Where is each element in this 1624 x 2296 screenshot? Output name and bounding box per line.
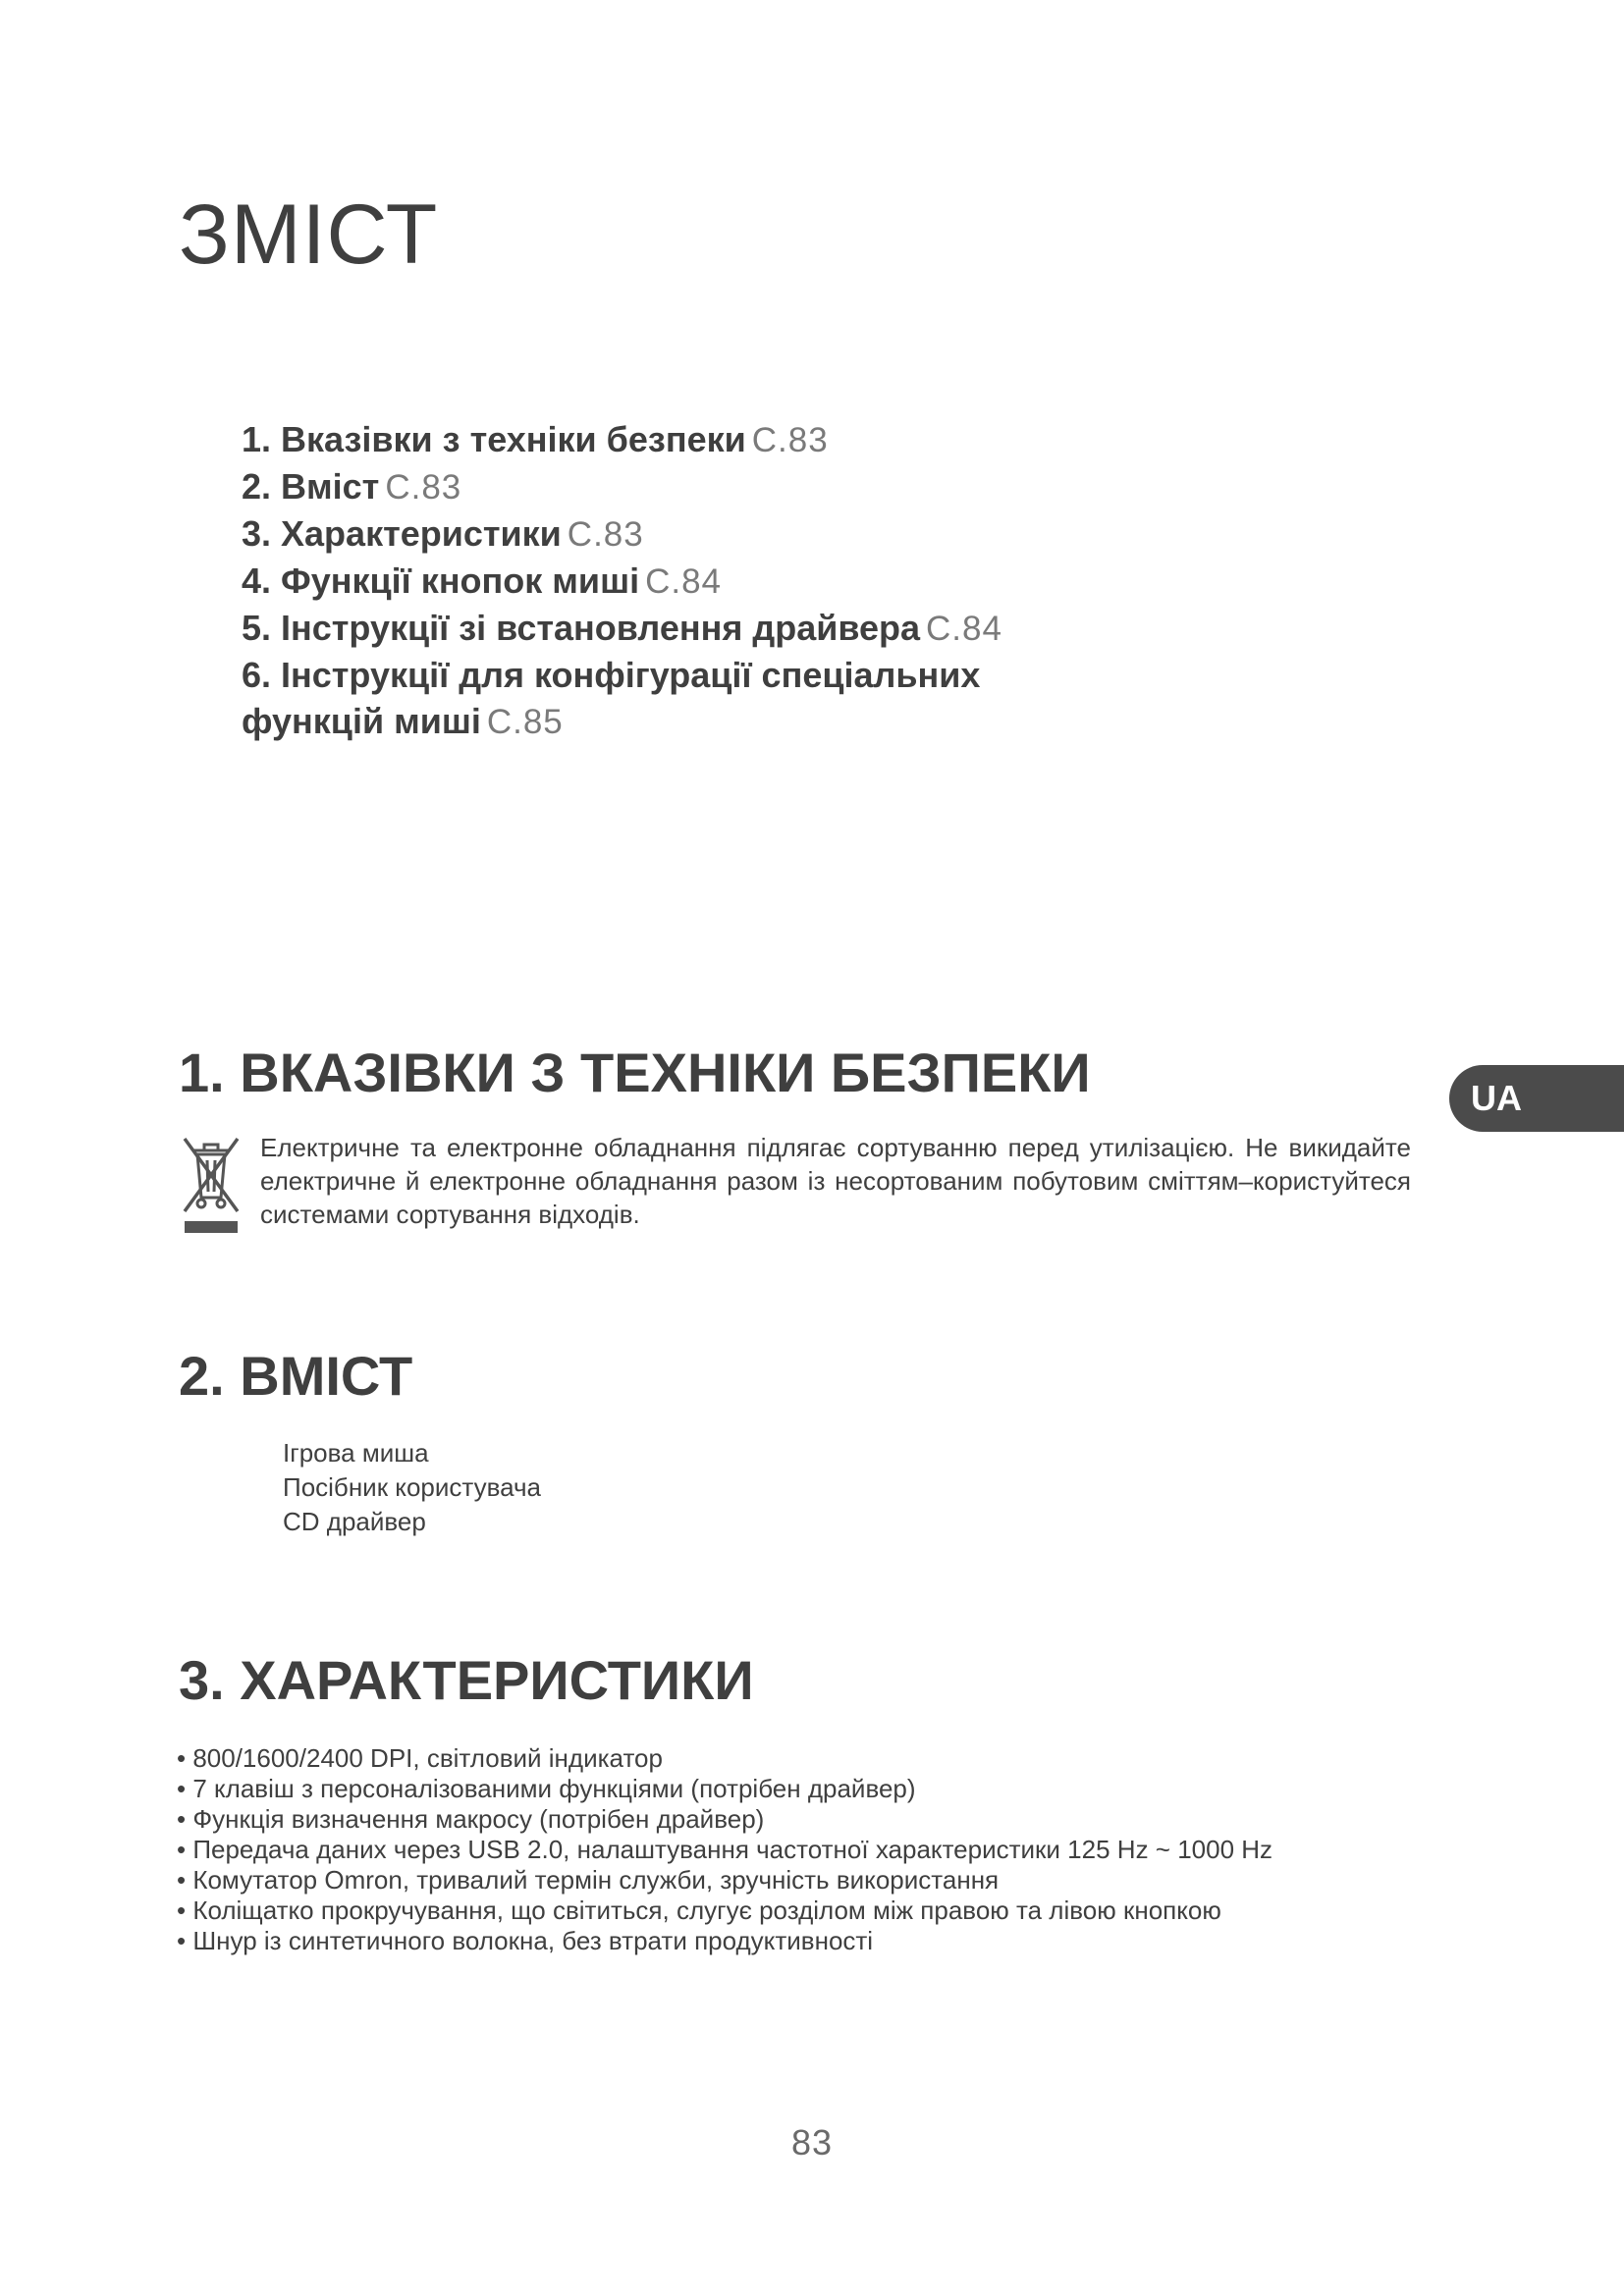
toc-item-label: 5. Інструкції зі встановлення драйвера	[242, 608, 921, 648]
contents-heading: 2. ВМІСТ	[179, 1345, 413, 1407]
list-item: • 7 клавіш з персоналізованими функціями (потрібен драйвер)	[177, 1774, 1272, 1804]
toc-item-page: С.84	[645, 562, 723, 601]
page-number: 83	[790, 2122, 834, 2163]
list-item: CD драйвер	[283, 1507, 426, 1536]
toc-item[interactable]	[242, 558, 1125, 605]
list-item: • 800/1600/2400 DPI, світловий індикатор	[177, 1743, 1272, 1774]
language-tab: UA	[1449, 1065, 1624, 1132]
toc-item-label-cont: функцій миші	[242, 701, 481, 741]
list-item: • Шнур із синтетичного волокна, без втрати продуктивності	[177, 1926, 1272, 1956]
list-item: Ігрова миша	[283, 1438, 429, 1468]
toc-item-page: С.83	[751, 421, 829, 459]
toc-item-label: 1. Вказівки з техніки безпеки	[242, 419, 746, 459]
features-heading: 3. ХАРАКТЕРИСТИКИ	[179, 1649, 754, 1711]
list-item: • Комутатор Omron, тривалий термін служби, зручність використання	[177, 1865, 1272, 1896]
toc-item[interactable]	[242, 416, 1125, 463]
features-list	[177, 1743, 1272, 1956]
toc-item-page: С.83	[567, 515, 644, 554]
contents-list	[283, 1436, 541, 1539]
toc-item-label: 3. Характеристики	[242, 513, 562, 554]
toc-item[interactable]	[242, 463, 1125, 510]
safety-heading: 1. ВКАЗІВКИ З ТЕХНІКИ БЕЗПЕКИ	[179, 1041, 1091, 1103]
toc-item[interactable]	[242, 605, 1125, 652]
weee-crossed-bin-icon	[181, 1129, 242, 1235]
toc-item[interactable]	[242, 510, 1125, 558]
toc-item-label: 4. Функції кнопок миші	[242, 561, 640, 601]
toc-item-page: С.84	[926, 610, 1002, 648]
table-of-contents	[242, 416, 1125, 745]
list-item: • Коліщатко прокручування, що світиться, слугує розділом між правою та лівою кнопкою	[177, 1896, 1272, 1926]
list-item: • Передача даних через USB 2.0, налаштування частотної характеристики 125 Hz ~ 1000 Hz	[177, 1835, 1272, 1865]
page-title: ЗМІСТ	[179, 187, 439, 282]
safety-text: Електричне та електронне обладнання підлягає сортуванню перед утилізацією. Не викидайте електричне й електронне обладнання разом із несортованим побутовим сміттям–користуйтеся системами сортування відходів.	[260, 1133, 1411, 1229]
list-item: • Функція визначення макросу (потрібен драйвер)	[177, 1804, 1272, 1835]
toc-item-page: С.83	[385, 468, 462, 507]
list-item: Посібник користувача	[283, 1472, 542, 1502]
toc-item-label: 2. Вміст	[242, 466, 380, 507]
toc-item-label: 6. Інструкції для конфігурації спеціальних	[242, 655, 981, 695]
toc-item-page: С.85	[486, 703, 564, 741]
toc-item[interactable]	[242, 652, 1125, 745]
